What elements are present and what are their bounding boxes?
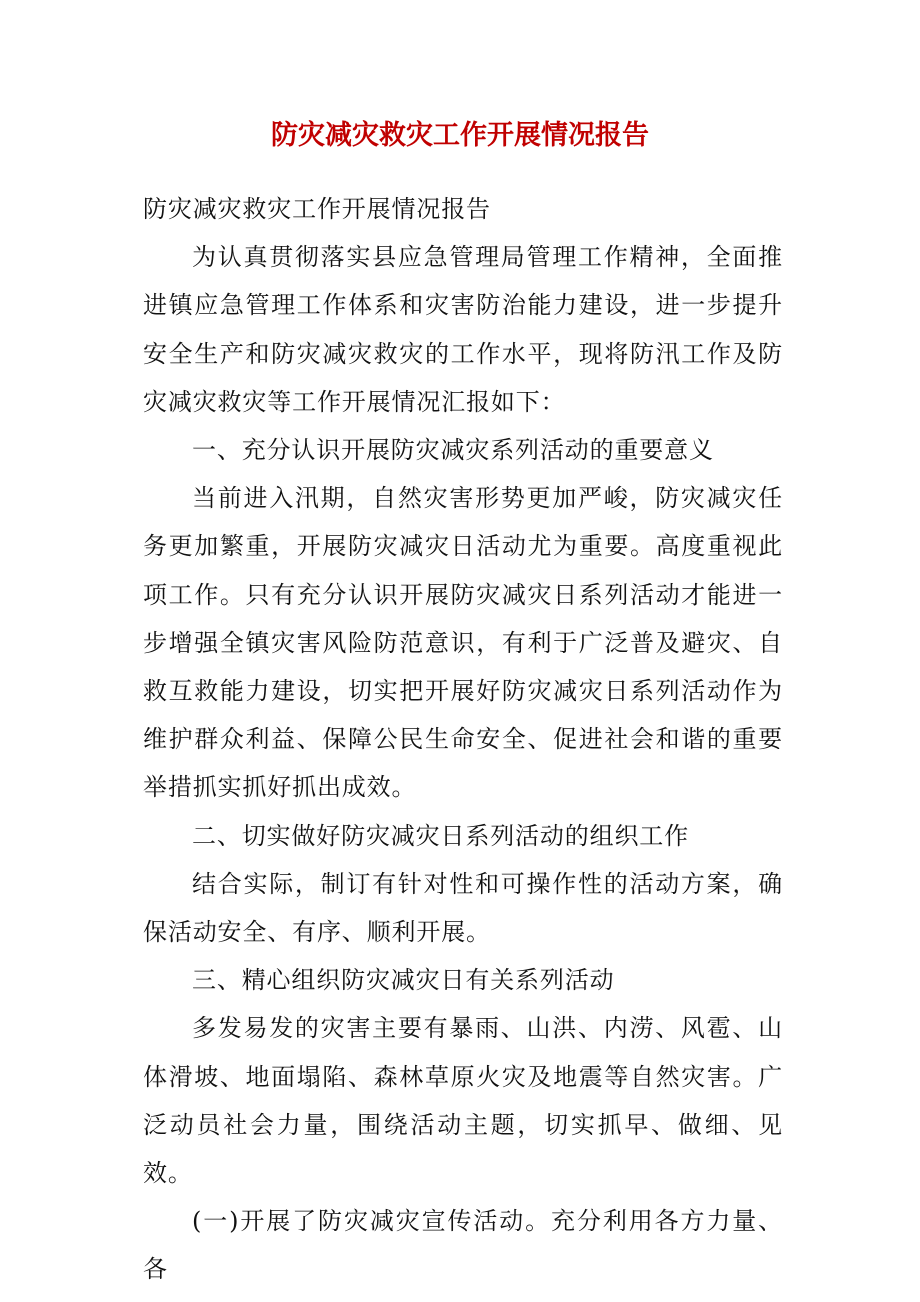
section-heading-2: 二、切实做好防灾减灾日系列活动的组织工作 [192, 821, 689, 850]
section-2-paragraph: 结合实际，制订有针对性和可操作性的活动方案，确保活动安全、有序、顺利开展。 [143, 869, 783, 947]
section-1-paragraph: 当前进入汛期，自然灾害形势更加严峻，防灾减灾任务更加繁重，开展防灾减灾日活动尤为重要。高度重视此项工作。只有充分认识开展防灾减灾日系列活动才能进一步增强全镇灾害风险防范意识，有利于广泛普及避灾、自救互救能力建设，切实把开展好防灾减灾日系列活动作为维护群众利益、保障公民生命安全、促进社会和谐的重要举措抓实抓好抓出成效。 [143, 484, 783, 802]
subsection-1-paragraph: (一)开展了防灾减灾宣传活动。充分利用各方力量、各 [143, 1207, 783, 1284]
intro-paragraph: 为认真贯彻落实县应急管理局管理工作精神，全面推进镇应急管理工作体系和灾害防治能力建设，进一步提升安全生产和防灾减灾救灾的工作水平，现将防汛工作及防灾减灾救灾等工作开展情况汇报如下： [143, 243, 783, 416]
document-body [143, 185, 783, 1294]
section-heading-3: 三、精心组织防灾减灾日有关系列活动 [192, 966, 615, 995]
subtitle-paragraph: 防灾减灾救灾工作开展情况报告 [143, 195, 491, 223]
document-title: 防灾减灾救灾工作开展情况报告 [271, 120, 649, 151]
section-heading-1: 一、充分认识开展防灾减灾系列活动的重要意义 [192, 436, 714, 465]
section-3-paragraph: 多发易发的灾害主要有暴雨、山洪、内涝、风雹、山体滑坡、地面塌陷、森林草原火灾及地震等自然灾害。广泛动员社会力量，围绕活动主题，切实抓早、做细、见效。 [143, 1014, 783, 1188]
